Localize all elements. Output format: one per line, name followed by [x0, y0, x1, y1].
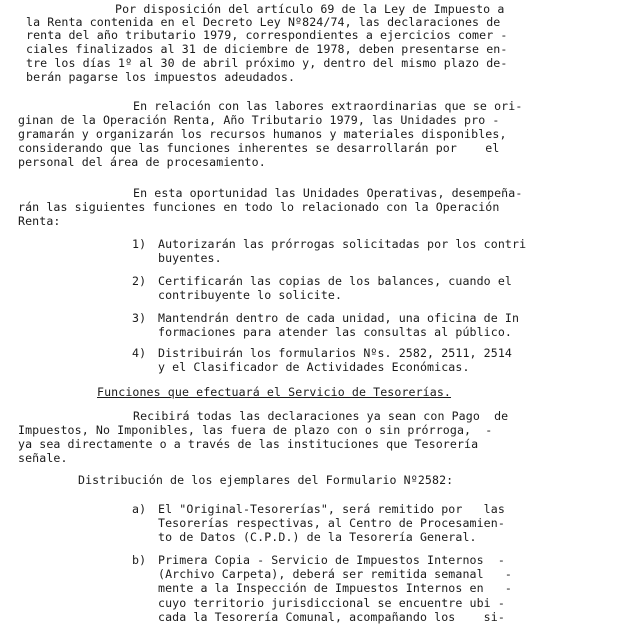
list-item-text: Autorizarán las prórrogas solicitadas por los contri [158, 237, 527, 251]
list-marker: b) [132, 553, 147, 567]
text-line: ya sea directamente o a través de las instituciones que Tesorería [18, 437, 479, 451]
list-item-text: buyentes. [158, 251, 222, 265]
list-item-text: formaciones para atender las consultas al público. [158, 325, 513, 339]
list-item-text: contribuyente lo solicite. [158, 288, 343, 302]
list-marker: a) [132, 502, 147, 516]
list-item-text: mente a la Inspección de Impuestos Internos en - [158, 581, 513, 595]
text-line: Recibirá todas las declaraciones ya sean con Pago de [133, 409, 509, 423]
section-heading: Funciones que efectuará el Servicio de Tesorerías. [97, 385, 452, 399]
list-marker: 1) [132, 237, 147, 251]
text-line: Impuestos, No Imponibles, las fuera de plazo con o sin prórroga, - [18, 423, 493, 437]
text-line: En esta oportunidad las Unidades Operativas, desempeña- [133, 186, 523, 200]
text-line: gramarán y organizarán los recursos humanos y materiales disponibles, [18, 127, 507, 141]
text-line: personal del área de procesamiento. [18, 155, 266, 169]
list-marker: 3) [132, 311, 147, 325]
list-marker: 4) [132, 346, 147, 360]
list-item-text: to de Datos (C.P.D.) de la Tesorería General. [158, 530, 477, 544]
list-marker: 2) [132, 274, 147, 288]
list-item-text: y el Clasificador de Actividades Económicas. [158, 360, 470, 374]
distribution-heading: Distribución de los ejemplares del Formulario Nº2582: [78, 473, 454, 487]
list-item-text: El "Original-Tesorerías", será remitido por las [158, 502, 505, 516]
list-item-text: cada la Tesorería Comunal, acompañando los si- [158, 610, 505, 624]
list-item-text: (Archivo Carpeta), deberá ser remitida semanal - [158, 567, 513, 581]
text-line: renta del año tributario 1979, correspondientes a ejercicios comer - [26, 28, 508, 42]
text-line: considerando que las funciones inherentes se desarrollarán por el [18, 141, 500, 155]
list-item-text: Certificarán las copias de los balances, cuando el [158, 274, 513, 288]
text-line: la Renta contenida en el Decreto Ley Nº824/74, las declaraciones de [26, 15, 501, 29]
text-line: señale. [18, 451, 68, 465]
text-line: rán las siguientes funciones en todo lo relacionado con la Operación [18, 200, 500, 214]
text-line: tre los días 1º al 30 de abril próximo y, dentro del mismo plazo de- [26, 56, 508, 70]
list-item-text: cuyo territorio jurisdiccional se encuentre ubi - [158, 596, 505, 610]
list-item-text: Primera Copia - Servicio de Impuestos Internos - [158, 553, 505, 567]
text-line: En relación con las labores extraordinarias que se ori- [133, 99, 523, 113]
list-item-text: Tesorerías respectivas, al Centro de Procesamien- [158, 516, 505, 530]
text-line: ciales finalizados al 31 de diciembre de 1978, deben presentarse en- [26, 42, 508, 56]
list-item-text: Mantendrán dentro de cada unidad, una oficina de In [158, 311, 520, 325]
text-line: berán pagarse los impuestos adeudados. [26, 70, 296, 84]
text-line: ginan de la Operación Renta, Año Tributario 1979, las Unidades pro - [18, 113, 500, 127]
text-line: Renta: [18, 214, 61, 228]
text-line: Por disposición del artículo 69 de la Ley de Impuesto a [115, 2, 505, 16]
list-item-text: Distribuirán los formularios Nºs. 2582, 2511, 2514 [158, 346, 513, 360]
